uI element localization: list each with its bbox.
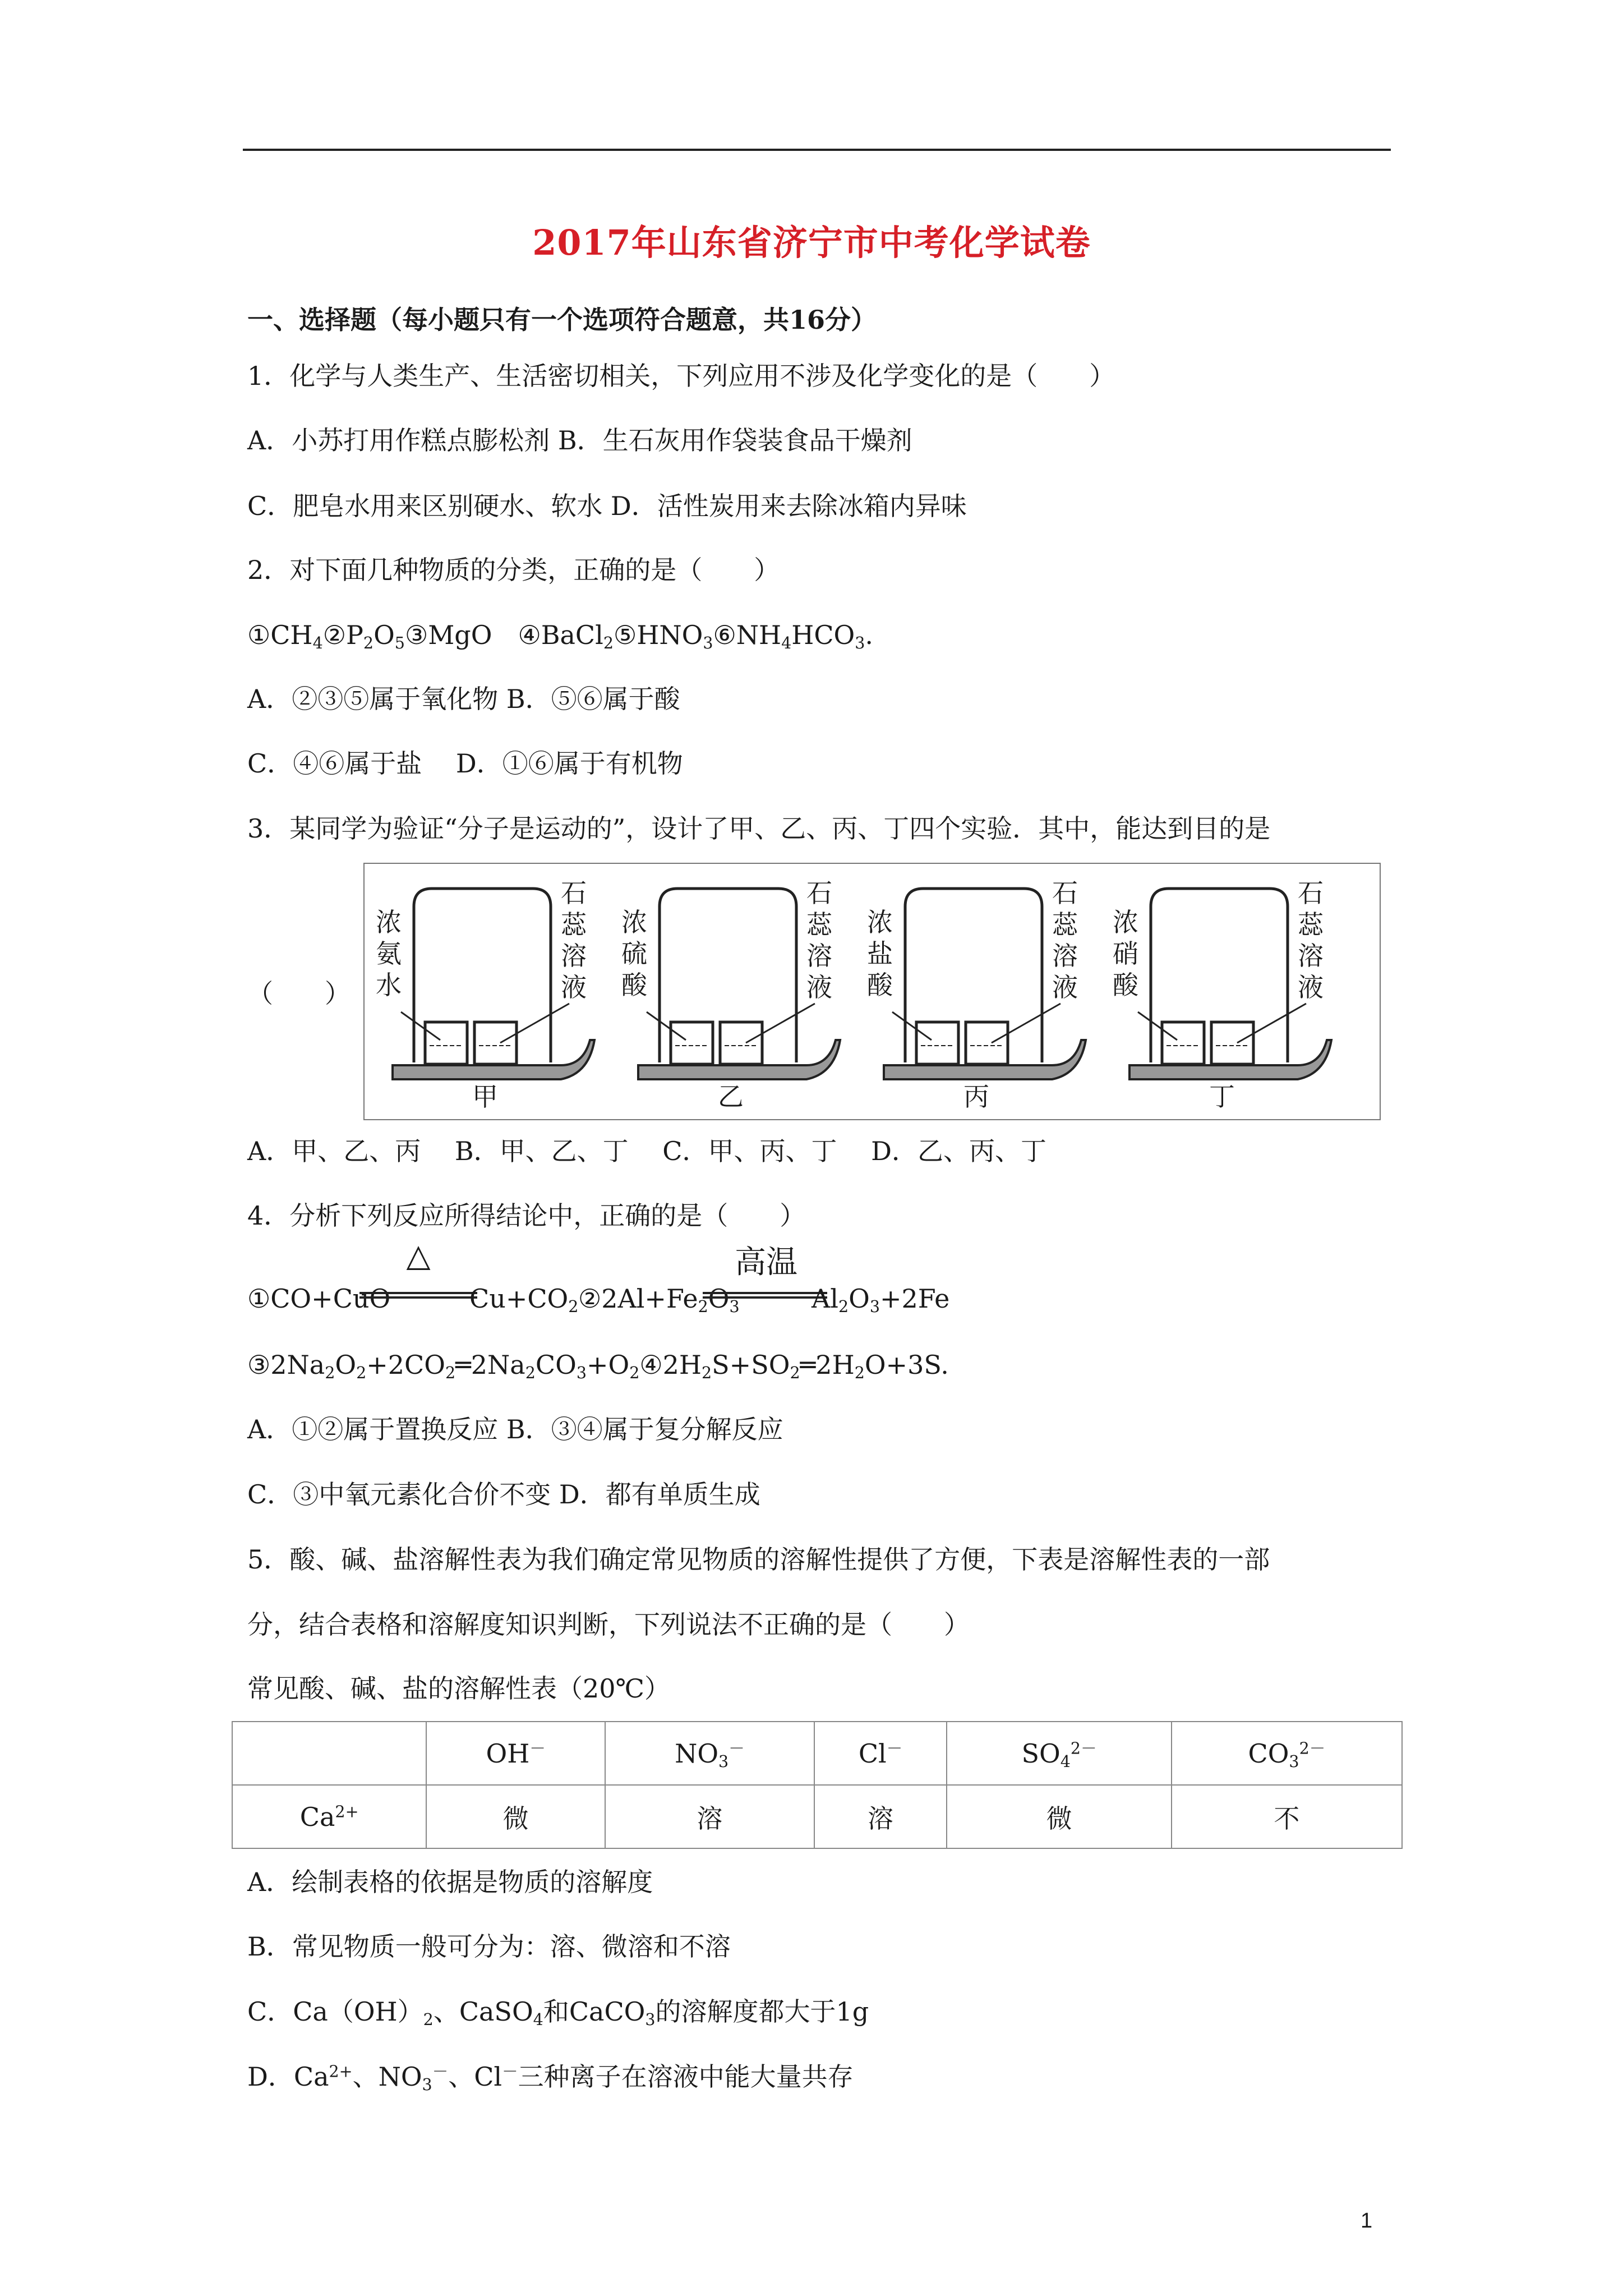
- eq2-condition: 高温: [735, 1244, 797, 1281]
- q4-equations-line2: $③2Na_2O_2+2CO_2═2Na_2CO_3+O_2④2H_2S+SO_2═2H_2O+3S$.: [247, 1350, 949, 1382]
- experiment-panel-yi: [616, 872, 851, 1112]
- litmus-label: 石 蕊 溶 液: [1298, 878, 1324, 1002]
- q2-substances: $①CH_4②P_2O_5③MgO$ $④BaCl_2⑤HNO_3⑥NH_4HCO_3$.: [247, 620, 874, 652]
- q5-option-c: C．$Ca(OH)_2$、CaSO$_4$和CaCO$_3$的溶解度都大于1g: [247, 1996, 869, 2029]
- table-cell: 溶: [605, 1785, 814, 1848]
- q4-options-ab: A．①②属于置换反应 B．③④属于复分解反应: [247, 1414, 783, 1444]
- table-header-cell: $SO_4^{2-}$: [947, 1722, 1171, 1785]
- eq2-products: $Al_2O_3+2Fe$: [811, 1283, 950, 1316]
- table-header-cell: Cl－: [814, 1722, 947, 1785]
- q1-stem: 1．化学与人类生产、生活密切相关，下列应用不涉及化学变化的是（ ）: [247, 361, 1115, 391]
- panel-label: 乙: [718, 1082, 744, 1112]
- table-header-cell: OH－: [426, 1722, 605, 1785]
- q5-option-b: B．常见物质一般可分为：溶、微溶和不溶: [247, 1931, 731, 1962]
- q5-option-d: D．$Ca^{2+}$、$NO_3^-$、Cl－三种离子在溶液中能大量共存: [247, 2062, 854, 2094]
- q3-stem: 3．某同学为验证“分子是运动的”，设计了甲、乙、丙、丁四个实验．其中，能达到目的是: [247, 813, 1271, 844]
- experiment-panel-jia: [370, 872, 606, 1112]
- q1-options-cd: C．肥皂水用来区别硬水、软水 D．活性炭用来去除冰箱内异味: [247, 491, 967, 521]
- q2-options-cd: C．④⑥属于盐 D．①⑥属于有机物: [247, 748, 683, 779]
- section-heading: 一、选择题（每小题只有一个选项符合题意，共16分）: [247, 305, 877, 335]
- reagent-label: 浓 硝 酸: [1113, 907, 1138, 1000]
- eq1-sign: [359, 1292, 477, 1299]
- table-header-row: [232, 1722, 1402, 1785]
- panel-label: 丁: [1209, 1082, 1235, 1112]
- panel-label: 甲: [472, 1082, 498, 1112]
- q2-stem: 2．对下面几种物质的分类，正确的是（ ）: [247, 555, 780, 585]
- table-cell: 微: [426, 1785, 605, 1848]
- table-row-header: $Ca^{2+}$: [232, 1785, 426, 1848]
- eq1-reactants: ①CO+CuO: [247, 1283, 391, 1314]
- eq1-condition: △: [406, 1237, 431, 1274]
- q5-stem-line2: 分，结合表格和溶解度知识判断，下列说法不正确的是（ ）: [247, 1609, 970, 1640]
- table-row: [232, 1785, 1402, 1848]
- header-rule: [243, 149, 1391, 151]
- experiment-panel-ding: [1107, 872, 1343, 1112]
- eq1-products: $Cu+CO_2$: [469, 1283, 579, 1316]
- table-cell: 微: [947, 1785, 1171, 1848]
- table-corner-cell: [232, 1722, 426, 1785]
- litmus-label: 石 蕊 溶 液: [806, 878, 832, 1002]
- q3-options: A．甲、乙、丙 B．甲、乙、丁 C．甲、丙、丁 D．乙、丙、丁: [247, 1136, 1046, 1166]
- table-cell: 溶: [814, 1785, 947, 1848]
- table-header-cell: $CO_3^{2-}$: [1172, 1722, 1402, 1785]
- panel-label: 丙: [963, 1082, 989, 1112]
- reagent-label: 浓 硫 酸: [621, 907, 647, 1000]
- table-header-cell: $NO_3^-$: [605, 1722, 814, 1785]
- table-caption: 常见酸、碱、盐的溶解性表（20℃）: [247, 1673, 670, 1704]
- solubility-table: [232, 1721, 1403, 1849]
- reagent-label: 浓 盐 酸: [867, 907, 893, 1000]
- eq2-reactants: $②2Al+Fe_2O_3$: [578, 1283, 740, 1316]
- experiment-panel-bing: [861, 872, 1097, 1112]
- q5-option-a: A．绘制表格的依据是物质的溶解度: [247, 1867, 653, 1897]
- litmus-label: 石 蕊 溶 液: [561, 878, 587, 1002]
- q5-stem-line1: 5．酸、碱、盐溶解性表为我们确定常见物质的溶解性提供了方便，下表是溶解性表的一部: [247, 1544, 1270, 1575]
- q4-options-cd: C．③中氧元素化合价不变 D．都有单质生成: [247, 1479, 760, 1510]
- litmus-label: 石 蕊 溶 液: [1052, 878, 1078, 1002]
- table-cell: 不: [1172, 1785, 1402, 1848]
- page-title: 2017年山东省济宁市中考化学试卷: [532, 222, 1091, 263]
- q1-options-ab: A．小苏打用作糕点膨松剂 B．生石灰用作袋装食品干燥剂: [247, 425, 912, 455]
- eq2-sign: [703, 1292, 827, 1299]
- reagent-label: 浓 氨 水: [376, 907, 402, 1000]
- q4-stem: 4．分析下列反应所得结论中，正确的是（ ）: [247, 1200, 806, 1231]
- page-number: 1: [1361, 2209, 1373, 2233]
- q2-options-ab: A．②③⑤属于氧化物 B．⑤⑥属于酸: [247, 684, 680, 714]
- experiment-figure: [363, 863, 1381, 1120]
- q3-answer-paren: （ ）: [247, 978, 351, 1009]
